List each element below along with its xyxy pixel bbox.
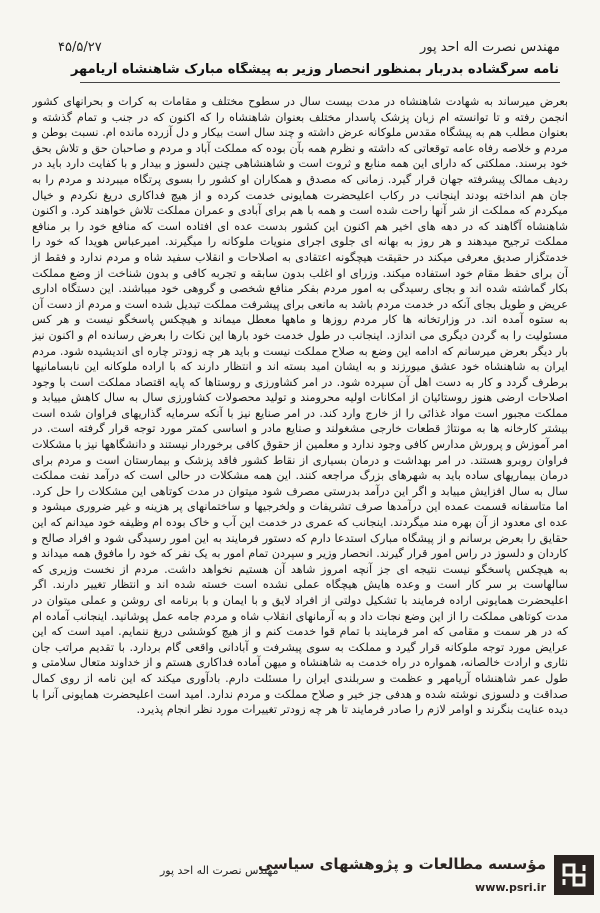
institute-watermark	[257, 853, 594, 905]
institute-name: مؤسسه مطالعات و پژوهشهای سیاسی	[257, 855, 546, 873]
signature: مهندس نصرت اله احد پور	[160, 864, 279, 877]
institute-logo-icon	[554, 855, 594, 895]
letter-paragraph: بعرض میرساند به شهادت شاهنشاه در مدت بیست سال در سطوح مختلف و مقامات به کرات و بحرانهای کشور انجمن رفته و تا توانسته ام زبان پزشک پاسدار مختلف بعنوان شاهنشاه را که اکنون که در جنب و تمام گذشته و بعنوان مطلب هم به پیشگاه مقدس ملوکانه عرض داشته و چند سال است بیکار و دل آزرده مانده ام. نسبت بوطن و مردم و خلاصه رفاه عامه توقعاتی که داشته و نظرم همه بآن بوده که مملکت آباد و مردم و صاحبان حق و تلاش بحق خود برسند. مملکتی که دارای این همه منابع و ثروت است و شاهنشاهی چنین دلسوز و بیدار و با کفایت دارد باید در ردیف ممالک پیشرفته جهان قرار گیرد. زمانی که مصدق و همکاران او کشور را بسوی پرتگاه میبردند و مردم را به جان هم انداخته بودند اینجانب در رکاب اعلیحضرت همایونی خدمت کرده و از هیچ فداکاری دریغ نکردم و خیال میکردم که مملکت از شر آنها راحت شده است و همه با هم برای آبادی و عمران مملکت تلاش خواهند کرد. و اکنون شاهنشاه آگاهند که در دهه های اخیر هم اکنون این کشور بدست عده ای افتاده است که منافع خود را بر منافع مملکت ترجیح میدهند و هر روز به بهانه ای جلوی اجرای منویات ملوکانه را میگیرند. امیرعباس هویدا که خود را خدمتگزار صدیق معرفی میکند در حقیقت هیچگونه اعتقادی به اصلاحات و انقلاب سفید شاه و مردم ندارد و فقط از آن برای حفظ مقام خود استفاده میکند. وزرای او اغلب بدون سابقه و تجربه کافی و بدون شناخت از وضع مملکت بکار گماشته شده اند و بجای رسیدگی به امور مردم بفکر منافع شخصی و گروهی خود میباشند. این دستگاه اداری عریض و طویل بجای آنکه در خدمت مردم باشد به مانعی برای پیشرفت مملکت تبدیل شده است و مردم از دست آن به ستوه آمده اند. در وزارتخانه ها کار مردم روزها و ماهها معطل میماند و هیچکس پاسخگو نیست و هر کس مسئولیت را به گردن دیگری می اندازد. اینجانب در طول خدمت خود بارها این نکات را بعرض رسانده ام و اکنون نیز بار دیگر بعرض میرسانم که ادامه این وضع به صلاح مملکت نیست و باید هر چه زودتر چاره ای اندیشیده شود. مردم ایران به شاهنشاه خود عشق میورزند و به ایشان امید بسته اند و انتظار دارند که با اراده ملوکانه این نابسامانیها برطرف گردد و کار به دست اهل آن سپرده شود. در امر کشاورزی و روستاها که پایه اقتصاد مملکت است با وجود اصلاحات ارضی هنوز روستائیان از امکانات اولیه محرومند و تولید محصولات کشاورزی سال به سال کاهش مییابد و مملکت مجبور است مواد غذائی را از خارج وارد کند. در امر صنایع نیز با آنکه سرمایه گذاریهای فراوان شده است بیشتر کارخانه ها به مونتاژ قطعات خارجی مشغولند و صنایع مادر و اساسی کمتر مورد توجه قرار گرفته است. در امر آموزش و پرورش مدارس کافی وجود ندارد و معلمین از حقوق کافی برخوردار نیستند و دانشگاهها نیز با مشکلات فراوان روبرو هستند. در امر بهداشت و درمان بسیاری از نقاط کشور فاقد پزشک و بیمارستان است و مردم برای درمان بیماریهای ساده باید به شهرهای بزرگ مراجعه کنند. این همه مشکلات در حالی است که درآمد نفت مملکت سال به سال افزایش مییابد و اگر این درآمد بدرستی مصرف شود میتوان در مدت کوتاهی این مشکلات را حل کرد. اما متاسفانه قسمت عمده این درآمدها صرف تشریفات و ولخرجیها و ساختمانهای پر هزینه و غیر ضروری میشود و عده ای معدود از آن بهره مند میگردند. اینجانب که عمری در خدمت این آب و خاک بوده ام وظیفه خود میدانم که این حقایق را بعرض برسانم و از پیشگاه مبارک استدعا دارم که دستور فرمایند به این امور رسیدگی شود و افراد صالح و کاردان و دلسوز در راس امور قرار گیرند. انحصار وزیر و سپردن تمام امور به یک نفر که خود را مافوق همه میداند و به هیچکس پاسخگو نیست نتیجه ای جز آنچه امروز شاهد آن هستیم نخواهد داشت. مردم از نخست وزیری که سالهاست بر سر کار است و وعده هایش هیچگاه عملی نشده است خسته شده اند و انتظار تغییر دارند. اگر اعلیحضرت همایونی اراده فرمایند با تشکیل دولتی از افراد لایق و با ایمان و با برنامه ای روشن و عملی میتوان در مدت کوتاهی مملکت را از این وضع نجات داد و به آرمانهای انقلاب شاه و مردم جامه عمل پوشانید. اینجانب آماده ام که در هر سمت و مقامی که امر فرمایند با تمام قوا خدمت کنم و از هیچ کوششی دریغ ننمایم. امید است که این عرایض مورد توجه ملوکانه قرار گیرد و مملکت به سوی پیشرفت و آبادانی واقعی گام بردارد. با تقدیم مراتب جان نثاری و ارادت خالصانه، همواره در راه خدمت به شاهنشاه و میهن آماده فداکاری هستم و از خداوند متعال سلامتی و طول عمر شاهنشاه آریامهر و عظمت و سربلندی ایران را مسئلت دارم. بادآوری میکند که این نامه از روی کمال صداقت و دلسوزی نوشته شده و هدفی جز خیر و صلاح مملکت و مردم ندارد. امید است اعلیحضرت همایونی آنرا با دیده عنایت بنگرند و اوامر لازم را صادر فرمایند تا هر چه زودتر تغییرات مورد نظر انجام پذیرد.	[32, 95, 568, 717]
document-header	[58, 40, 560, 62]
document-title: نامه سرگشاده بدربار بمنظور انحصار وزیر به پیشگاه مبارک شاهنشاه آریامهر	[70, 62, 560, 77]
letter-body	[32, 94, 568, 862]
document-date: ۴۵/۵/۲۷	[58, 40, 102, 55]
header-author: مهندس نصرت اله احد پور	[419, 40, 560, 55]
institute-url[interactable]: www.psri.ir	[475, 881, 546, 894]
title-underline	[80, 82, 560, 83]
